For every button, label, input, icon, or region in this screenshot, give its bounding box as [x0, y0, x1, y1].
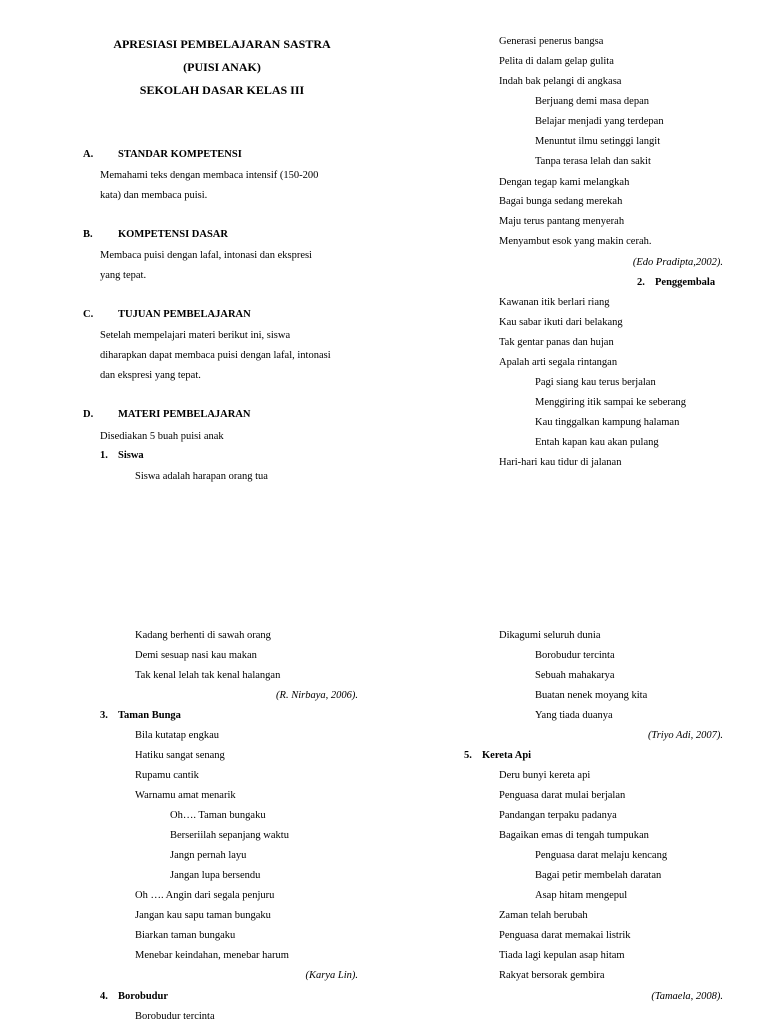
poem-3-number: 3.	[100, 710, 108, 721]
poem-line: Penguasa darat memakai listrik	[499, 930, 631, 941]
poem-line: Yang tiada duanya	[535, 710, 613, 721]
poem-credit: (Karya Lin).	[305, 970, 358, 981]
poem-1-title: Siswa	[118, 450, 144, 461]
poem-2-number: 2.	[637, 277, 645, 288]
poem-credit: (Tamaela, 2008).	[651, 991, 723, 1002]
section-a-letter: A.	[83, 149, 94, 160]
section-c-text: Setelah mempelajari materi berikut ini, siswa	[100, 330, 291, 341]
poem-line: Tiada lagi kepulan asap hitam	[499, 950, 625, 961]
poem-line: Hatiku sangat senang	[135, 750, 225, 761]
poem-line: Bagai petir membelah daratan	[535, 870, 662, 881]
poem-line: Kau tinggalkan kampung halaman	[535, 417, 680, 428]
poem-line: Rakyat bersorak gembira	[499, 970, 605, 981]
poem-line: Oh …. Angin dari segala penjuru	[135, 890, 275, 901]
poem-2-title: Penggembala	[655, 277, 716, 288]
poem-line: Berseriilah sepanjang waktu	[170, 830, 289, 841]
poem-line: Dengan tegap kami melangkah	[499, 177, 630, 188]
document-title: APRESIASI PEMBELAJARAN SASTRA	[113, 37, 331, 51]
poem-4-title: Borobudur	[118, 991, 168, 1002]
poem-line: Biarkan taman bungaku	[135, 930, 236, 941]
poem-line: Apalah arti segala rintangan	[499, 357, 618, 368]
poem-line: Borobudur tercinta	[135, 1011, 215, 1022]
section-b-text: yang tepat.	[100, 270, 147, 281]
section-b-heading: KOMPETENSI DASAR	[118, 229, 228, 240]
poem-line: Bila kutatap engkau	[135, 730, 219, 741]
section-a-text: Memahami teks dengan membaca intensif (150-200	[100, 170, 319, 181]
poem-line: Berjuang demi masa depan	[535, 96, 650, 107]
poem-line: Tak kenal lelah tak kenal halangan	[135, 670, 281, 681]
section-d-heading: MATERI PEMBELAJARAN	[118, 409, 251, 420]
poem-line: Bagaikan emas di tengah tumpukan	[499, 830, 649, 841]
poem-line: Buatan nenek moyang kita	[535, 690, 648, 701]
poem-line: Kadang berhenti di sawah orang	[135, 630, 271, 641]
section-c-letter: C.	[83, 309, 94, 320]
poem-line: Siswa adalah harapan orang tua	[135, 471, 268, 482]
poem-line: Entah kapan kau akan pulang	[535, 437, 659, 448]
poem-line: Rupamu cantik	[135, 770, 199, 781]
document-subtitle: (PUISI ANAK)	[183, 60, 261, 74]
poem-line: Asap hitam mengepul	[535, 890, 628, 901]
poem-line: Jangn pernah layu	[170, 850, 247, 861]
poem-line: Pagi siang kau terus berjalan	[535, 377, 656, 388]
poem-1-number: 1.	[100, 450, 108, 461]
poem-line: Penguasa darat melaju kencang	[535, 850, 668, 861]
poem-4-number: 4.	[100, 991, 108, 1002]
poem-line: Zaman telah berubah	[499, 910, 588, 921]
section-b-letter: B.	[83, 229, 93, 240]
section-a-text: kata) dan membaca puisi.	[100, 190, 208, 201]
poem-line: Demi sesuap nasi kau makan	[135, 650, 257, 661]
poem-line: Generasi penerus bangsa	[499, 36, 604, 47]
section-c-heading: TUJUAN PEMBELAJARAN	[118, 309, 251, 320]
section-d-intro: Disediakan 5 buah puisi anak	[100, 431, 224, 442]
poem-line: Menyambut esok yang makin cerah.	[499, 236, 652, 247]
section-c-text: dan ekspresi yang tepat.	[100, 370, 201, 381]
poem-line: Deru bunyi kereta api	[499, 770, 591, 781]
poem-line: Jangan kau sapu taman bungaku	[135, 910, 271, 921]
poem-line: Kau sabar ikuti dari belakang	[499, 317, 623, 328]
poem-line: Penguasa darat mulai berjalan	[499, 790, 626, 801]
poem-5-number: 5.	[464, 750, 472, 761]
poem-line: Belajar menjadi yang terdepan	[535, 116, 664, 127]
poem-line: Menggiring itik sampai ke seberang	[535, 397, 687, 408]
poem-credit: (Edo Pradipta,2002).	[632, 257, 723, 268]
poem-line: Sebuah mahakarya	[535, 670, 615, 681]
poem-3-title: Taman Bunga	[118, 710, 181, 721]
poem-line: Warnamu amat menarik	[135, 790, 236, 801]
poem-line: Oh…. Taman bungaku	[170, 810, 266, 821]
poem-line: Pelita di dalam gelap gulita	[499, 56, 614, 67]
poem-line: Indah bak pelangi di angkasa	[499, 76, 622, 87]
poem-line: Borobudur tercinta	[535, 650, 615, 661]
poem-line: Dikagumi seluruh dunia	[499, 630, 601, 641]
poem-line: Pandangan terpaku padanya	[499, 810, 617, 821]
section-c-text: diharapkan dapat membaca puisi dengan lafal, intonasi	[100, 350, 331, 361]
poem-line: Tak gentar panas dan hujan	[499, 337, 614, 348]
section-d-letter: D.	[83, 409, 94, 420]
poem-credit: (R. Nirbaya, 2006).	[276, 690, 358, 701]
poem-line: Tanpa terasa lelah dan sakit	[535, 156, 651, 167]
poem-line: Maju terus pantang menyerah	[499, 216, 625, 227]
poem-5-title: Kereta Api	[482, 750, 532, 761]
poem-line: Bagai bunga sedang merekah	[499, 196, 623, 207]
poem-line: Menuntut ilmu setinggi langit	[535, 136, 661, 147]
document-grade: SEKOLAH DASAR KELAS III	[139, 83, 305, 97]
poem-line: Hari-hari kau tidur di jalanan	[499, 457, 622, 468]
poem-line: Jangan lupa bersendu	[170, 870, 261, 881]
section-a-heading: STANDAR KOMPETENSI	[118, 149, 242, 160]
section-b-text: Membaca puisi dengan lafal, intonasi dan ekspresi	[100, 250, 312, 261]
poem-line: Kawanan itik berlari riang	[499, 297, 610, 308]
poem-credit: (Triyo Adi, 2007).	[647, 730, 723, 741]
poem-line: Menebar keindahan, menebar harum	[135, 950, 289, 961]
